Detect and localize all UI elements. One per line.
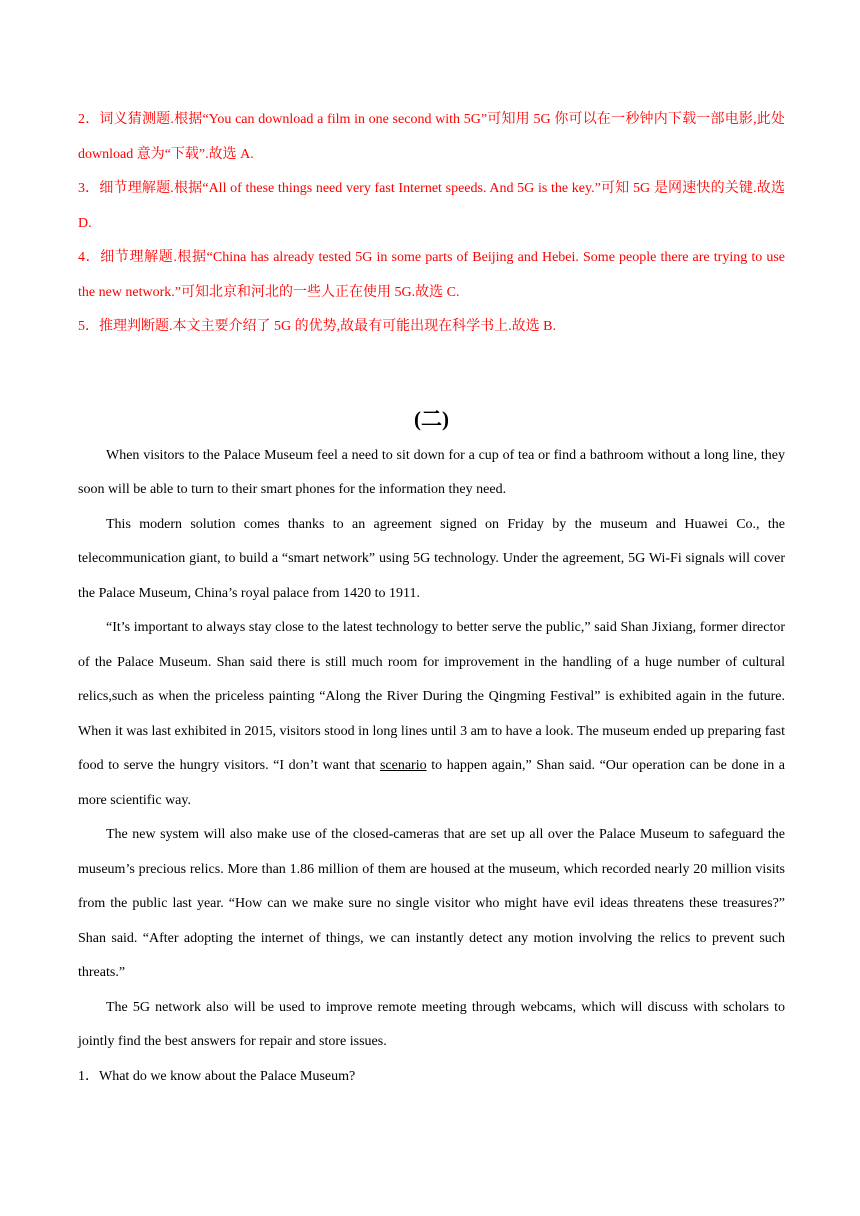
passage-paragraph-5: The 5G network also will be used to improve remote meeting through webcams, which will discuss with scholars to jointly find the best answers for repair and store issues. bbox=[78, 999, 785, 1049]
answer-explanation-3: 3．细节理解题.根据“All of these things need very fast Internet speeds. And 5G is the key.”可知 5G 是网速快的关键.故选 D. bbox=[78, 181, 785, 231]
underlined-word: scenario bbox=[379, 758, 427, 773]
passage-paragraph-2: This modern solution comes thanks to an agreement signed on Friday by the museum and Huawei Co., the telecommunication giant, to build a “smart network” using 5G technology. Under the agreement, 5G Wi-Fi signals will cover the Palace Museum, China’s royal palace from 1420 to 1911. bbox=[78, 516, 785, 601]
answer-explanation-2: 2．词义猜测题.根据“You can download a film in one second with 5G”可知用 5G 你可以在一秒钟内下载一部电影,此处 download 意为“下载”.故选 A. bbox=[78, 112, 785, 162]
paragraph-3-text-after: to happen again,” Shan said. “Our operation can be done in a more scientific way. bbox=[78, 758, 786, 808]
document-page bbox=[78, 103, 785, 1094]
passage-paragraph-3 bbox=[78, 611, 785, 818]
section-title: (二) bbox=[414, 406, 449, 431]
answer-explanation-5: 5．推理判断题.本文主要介绍了 5G 的优势,故最有可能出现在科学书上.故选 B. bbox=[78, 319, 556, 334]
question-1: 1．What do we know about the Palace Museum? bbox=[78, 1068, 356, 1084]
paragraph-3-text-before: “It’s important to always stay close to the latest technology to better serve the public,” said Shan Jixiang, former director of the Palace Museum. Shan said there is still much room for improvement in the handling of a huge number of cultural relics,such as when the priceless painting “Along the River During the Qingming Festival” is exhibited again in the future. When it was last exhibited in 2015, visitors stood in long lines until 3 am to have a look. The museum ended up preparing fast food to serve the hungry visitors. “I don’t want that bbox=[78, 620, 785, 773]
passage-paragraph-4: The new system will also make use of the closed-cameras that are set up all over the Palace Museum to safeguard the museum’s precious relics. More than 1.86 million of them are housed at the museum, which recorded nearly 20 million visits from the public last year. “How can we make sure no single visitor who might have evil ideas threatens these treasures?” Shan said. “After adopting the internet of things, we can instantly detect any motion involving the relics to prevent such threats.” bbox=[78, 827, 785, 980]
reading-passage bbox=[78, 439, 785, 1095]
answer-explanations bbox=[78, 103, 785, 345]
answer-explanation-4: 4．细节理解题.根据“China has already tested 5G in some parts of Beijing and Hebei. Some people there are trying to use the new network.”可知北京和河北的一些人正在使用 5G.故选 C. bbox=[78, 250, 785, 300]
passage-paragraph-1: When visitors to the Palace Museum feel a need to sit down for a cup of tea or find a bathroom without a long line, they soon will be able to turn to their smart phones for the information they need. bbox=[78, 447, 785, 497]
